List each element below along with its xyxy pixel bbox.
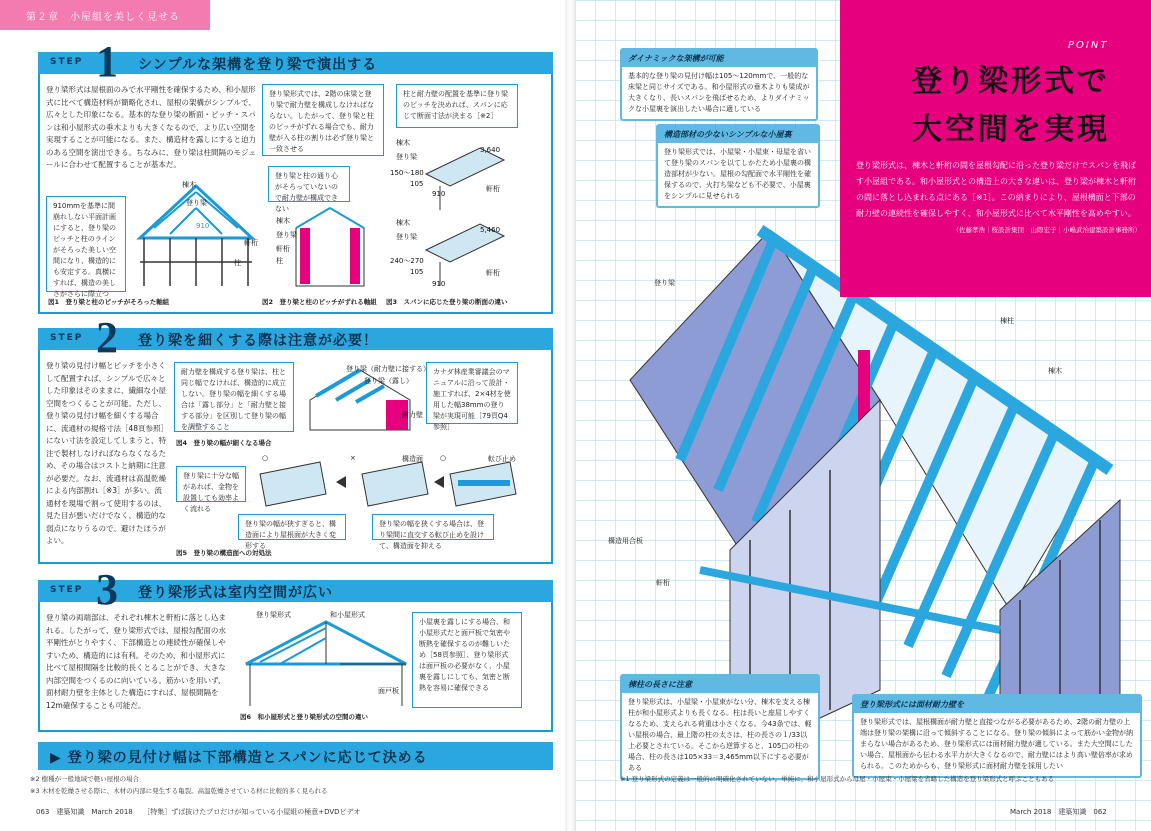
step2-note-width: 耐力壁を構成する登り梁は、柱と同じ幅でなければ、構造的に成立しない。登り梁の幅を細くする場合は「露し部分」と「耐力壁と接する部分」を区別して登り梁の幅を調整すること xyxy=(174,362,294,432)
fig3-label-munagi-2: 棟木 xyxy=(396,219,410,227)
left-page xyxy=(0,0,565,831)
callout-ridge-column-head: 棟柱の長さに注意 xyxy=(622,676,818,693)
callout-dynamic xyxy=(620,48,818,121)
point-text xyxy=(856,158,1141,238)
step1-note-section: 柱と耐力壁の配置を基準に登り梁のピッチを決めれば、スパンに応じて断面寸法が決まる［※2］ xyxy=(396,84,518,128)
fig4-label-a: 登り梁（耐力壁に接する） xyxy=(346,365,430,373)
point-author: （佐藤孝浩｜桜設計集団 山際宏子｜小嶋武治建築設計事務所） xyxy=(952,226,1141,234)
step2-number: 2 xyxy=(96,313,118,362)
fig5-mark-ok2: ○ xyxy=(440,454,447,462)
callout-ridge-column-body: 登り梁形式は、小屋梁・小屋束がない分、棟木を支える棟柱が和小屋形式よりも長くなる。柱は長いと座屈しやすくなるため、支えられる荷重は小さくなる。今43条では、軽い屋根の場合、最上階の柱の太さは、柱の長さの１/33以上必要とされている。そこから逆算すると、105□の柱の場合、柱の長さは105×33＝3,465mm以下にする必要がある xyxy=(628,698,812,772)
fig5-drawing xyxy=(250,454,520,512)
fig5-label-e: 転び止め xyxy=(488,455,516,463)
fig3-label-5460: 5,460 xyxy=(480,226,501,234)
fig1-drawing xyxy=(130,178,262,290)
fig4-label-c: 耐力壁 xyxy=(402,411,423,419)
fig2-label-munagi: 棟木 xyxy=(276,217,290,225)
fig3-label-nokigeta: 軒桁 xyxy=(486,185,500,193)
step2-note-block: 登り梁の幅を狭くする場合は、登り梁間に直交する転び止めを設けて、構造面を抑える xyxy=(372,514,494,540)
fig4-label-b: 登り梁（露し） xyxy=(364,377,413,385)
fig3-label-150: 150～180 xyxy=(390,169,424,177)
step3-note-mendo: 小屋裏を露しにする場合、和小屋形式だと面戸板で気密や断熱を確保するのが難しいため［58頁参照］、登り梁形式は面戸板の必要がなく、小屋裏を露しにしても、気密と断熱を容易に確保できる xyxy=(412,612,522,708)
chapter-tab: 第２章 小屋組を美しく見せる xyxy=(0,0,210,30)
callout-ridge-column xyxy=(620,674,820,780)
step3-title: 登り梁形式は室内空間が広い xyxy=(138,585,333,601)
step1-title: シンプルな架構を登り梁で演出する xyxy=(138,57,378,73)
fig1-caption: 図1 登り梁と柱のピッチがそろった軸組 xyxy=(48,298,170,306)
fig5-caption: 図5 登り梁の構造面への対処法 xyxy=(176,549,272,557)
fig6-caption: 図6 和小屋形式と登り梁形式の空間の違い xyxy=(240,713,369,721)
step2-label: STEP xyxy=(50,333,84,343)
fig3-label-910a: 910 xyxy=(432,190,446,198)
fig2-label-hashira: 柱 xyxy=(276,257,283,265)
step2-note-canada: カナダ林産業審議会のマニュアルに沿って設計・施工すれば、2×4材を使用した幅38mmの登り梁が実現可能［79頁Q4参照］ xyxy=(426,362,518,424)
label-noboribari: 登り梁 xyxy=(654,279,675,287)
step3-body: 登り梁の両端部は、それぞれ棟木と軒桁に落とし込まれる。したがって、登り梁形式では、屋根勾配面の水平剛性がとりやすく、下部構造との連続性が確保しやすいため、構造的には有利。そのため、和小屋形式に比べて屋根間隔を比較的長くとることができ、大きな内部空間をつくるのに向いている。筋かいを用いず、面材耐力壁を主体とした構造にすれば、屋根間隔を12m確保することも可能だ。 xyxy=(46,613,226,710)
step2-body: 登り梁の見付け幅とピッチを小さくして配置すれば、シンプルで広々とした印象はそのままに、繊細な小屋空間をつくることが可能。ただし、登り梁の見付け幅を細くする場合に、流通材の規格寸法［48頁参照］にない寸法を設定してしまうと、特注で製材しなければならなくなるため、その場合はコストと納期に注意が必要だ。なお、流通材は高温乾燥による内部割れ［※3］が多い。流通材を現場で割って使用するのは、見た目が悪いだけでなく、構造的な弱点になりうるので、避けたほうがよい。 xyxy=(46,361,166,545)
fig3-label-munagi: 棟木 xyxy=(396,139,410,147)
fig6-label-b: 和小屋形式 xyxy=(330,611,365,619)
fig3-label-105a: 105 xyxy=(410,180,424,188)
step1-note-pitch: 910mmを基準に間崩れしない平面計画にすると、登り梁のピッチと柱のラインがそろった美しい空間になり、構造的にも安定する。真横にすれば、構造の美しさがさらに際立つ xyxy=(46,196,126,292)
callout-dynamic-head: ダイナミックな架構が可能 xyxy=(622,50,816,67)
fig2-caption: 図2 登り梁と柱のピッチがずれる軸組 xyxy=(262,298,377,306)
step2-note-narrow: 登り梁の幅が狭すぎると、構造面により屋根面が大きく変形する xyxy=(238,514,346,540)
fig5-mark-ok: ○ xyxy=(262,454,269,462)
right-folio: March 2018 建築知識 062 xyxy=(1010,808,1107,816)
footnote-3: ※3 木材を乾燥させる際に、木材の内部に発生する亀裂。高温乾燥させている材に比較的多く見られる xyxy=(30,787,328,795)
fig5-label-d: 構造面 xyxy=(402,455,423,463)
fig3-label-105b: 105 xyxy=(410,268,424,276)
fig6-label-c: 面戸板 xyxy=(378,687,399,695)
label-munagi: 棟木 xyxy=(1048,367,1062,375)
step3-label: STEP xyxy=(50,585,84,595)
fig3-label-noboribari: 登り梁 xyxy=(396,153,417,161)
bottom-bar: ▶ 登り梁の見付け幅は下部構造とスパンに応じて決める xyxy=(38,742,553,770)
fig3-caption: 図3 スパンに応じた登り梁の断面の違い xyxy=(386,298,508,306)
callout-simple-body: 登り梁形式では、小屋梁・小屋束・母屋を省いて登り梁のスパンを以てしかたため小屋裏の構造部材が少ない。屋根の勾配面で水平剛性を確保するので、火打ち梁なども不必要で、小屋裏をシンプルに見せられる xyxy=(664,148,811,200)
left-folio: 063 建築知識 March 2018 ［特集］ずば抜けたプロだけが知っている小屋組の極意+DVDビデオ xyxy=(36,808,361,816)
fig3-label-240: 240～270 xyxy=(390,257,424,265)
fig1-label-nokigeta: 軒桁 xyxy=(244,239,258,247)
fig5-mark-ng: × xyxy=(350,454,356,462)
label-munahashira: 棟柱 xyxy=(1000,317,1014,325)
callout-panel-wall-body: 登り梁形式では、屋根構面が耐力壁と直接つながる必要があるため、2階の耐力壁の上端は登り梁の架構に沿って傾斜することになる。登り梁の傾斜によって筋かい金物が納まらない場合があるため、登り梁形式には面材耐力壁が適している。また大空間にしたい場合、屋根面から伝わる水平力が大きくなるので、耐力壁にはより高い壁倍率が求められる。このためからも、登り梁形式に面材耐力壁を採用したい xyxy=(860,718,1133,770)
step2-title: 登り梁を細くする際は注意が必要！ xyxy=(138,333,378,349)
point-title-line2: 大空間を実現 xyxy=(912,112,1110,147)
point-label: POINT xyxy=(1068,40,1109,51)
fig3-label-noboribari-2: 登り梁 xyxy=(396,233,417,241)
fig2-label-nokigeta: 軒桁 xyxy=(276,245,290,253)
step2-note-enough: 登り梁に十分な幅があれば、金物を設置しても効率よく流れる xyxy=(176,466,246,502)
fig2-drawing xyxy=(290,206,370,290)
fig1-label-hashira: 柱 xyxy=(234,259,241,267)
step1-body: 登り梁形式は屋根面のみで水平剛性を確保するため、和小屋形式に比べて構造材料が簡略化され、屋根の架構がシンプルで、広々とした印象になる。基本的な登り梁の断面・ピッチ・スパンは和小屋形式の垂木よりも大きくなるので、より広い空間を実現することが可能になる。また、構造材を露しにすると迫力のある空間を演出できる。ちなみに、登り梁は柱間隔のモジュールに合わせて配置することが基本だ。 xyxy=(46,85,256,169)
footnote-2: ※2 樹種が一般地域で軽い屋根の場合 xyxy=(30,775,140,783)
callout-panel-wall-head: 登り梁形式には面材耐力壁を xyxy=(854,696,1140,713)
point-title-line1: 登り梁形式で xyxy=(912,64,1110,99)
step1-header xyxy=(38,37,553,86)
point-title xyxy=(890,58,1110,154)
fig1-label-munagi: 棟木 xyxy=(182,181,196,189)
gutter xyxy=(565,0,575,831)
step1-note-misalign: 登り梁と柱の通り心がそろっていないので耐力壁が構成できない xyxy=(268,166,350,202)
step1-label: STEP xyxy=(50,57,84,67)
callout-dynamic-body: 基本的な登り梁の見付け幅は105～120mmで、一般的な床梁と同じサイズである。和小屋形式の垂木よりも梁成が大きくなり、長いスパンを飛ばせるため、よりダイナミックな小屋裏を演出したい場合に適している xyxy=(628,72,810,113)
point-body: 登り梁形式は、棟木と軒桁の間を屋根勾配に沿った登り梁だけでスパンを飛ばす小屋組である。和小屋形式との構造上の大きな違いは、登り梁が棟木と軒桁の間に落とし込まれる点にある［※1］。この納まりにより、屋根構面と下部の耐力壁の連続性を確保しやすく、和小屋形式に比べて水平剛性を高めやすい。 xyxy=(856,161,1136,218)
fig1-label-noboribari: 登り梁 xyxy=(186,199,207,207)
step3-number: 3 xyxy=(96,565,118,614)
step3-header xyxy=(38,565,553,614)
right-footnote: ※1 登り梁形式の定義は一般的に明確化されていない。単純に、和小屋形式から母屋・小屋束・小屋梁を省略した構造を登り梁形式と呼ぶこともある xyxy=(620,775,1055,783)
step1-number: 1 xyxy=(96,37,118,86)
callout-simple-head: 構造部材の少ないシンプルな小屋裏 xyxy=(658,126,818,143)
fig3-label-3640: 3,640 xyxy=(480,146,501,154)
step1-note-2f: 登り梁形式では、2階の床梁と登り梁で耐力壁を構成しなければならない。したがって、登り梁と柱のピッチがずれる場合でも、耐力壁が入る柱の割りは必ず登り梁と一致させる xyxy=(262,84,384,156)
fig2-label-noboribari: 登り梁 xyxy=(276,231,297,239)
fig3-label-910b: 910 xyxy=(432,280,446,288)
fig6-label-a: 登り梁形式 xyxy=(256,611,291,619)
label-kouzou: 構造用合板 xyxy=(608,537,643,545)
fig4-caption: 図4 登り梁の幅が細くなる場合 xyxy=(176,439,272,447)
callout-simple xyxy=(656,124,820,208)
fig1-label-910: 910 xyxy=(196,222,210,230)
label-nokigeta: 軒桁 xyxy=(656,579,670,587)
step2-header xyxy=(38,313,553,362)
callout-panel-wall xyxy=(852,694,1142,778)
fig3-label-nokigeta-2: 軒桁 xyxy=(486,269,500,277)
